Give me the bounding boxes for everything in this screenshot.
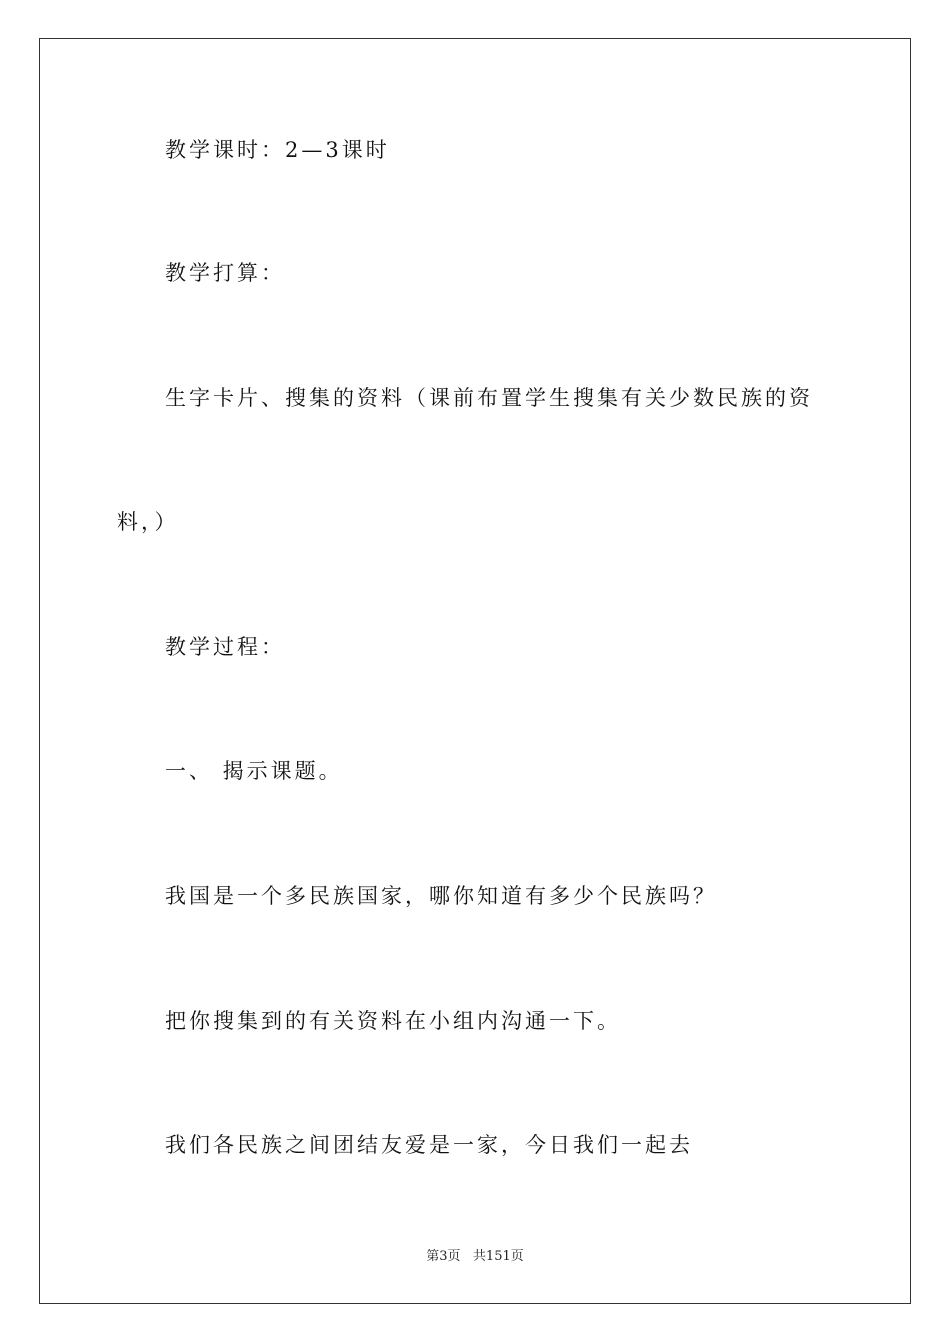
text-line-lesson-hours: 教学课时：2—3课时 — [165, 138, 390, 162]
text-line-teaching-process: 教学过程： — [165, 635, 285, 659]
text-line-unity: 我们各民族之间团结友爱是一家，今日我们一起去 — [165, 1133, 693, 1157]
page-number-footer: 第3页 共151页 — [426, 1249, 524, 1264]
text-line-materials-continued: 料，） — [117, 510, 179, 534]
text-line-preparation: 教学打算： — [165, 261, 285, 285]
text-line-materials: 生字卡片、搜集的资料（课前布置学生搜集有关少数民族的资 — [165, 386, 813, 410]
text-line-section-one: 一、 揭示课题。 — [165, 759, 343, 783]
text-line-question: 我国是一个多民族国家，哪你知道有多少个民族吗？ — [165, 884, 717, 908]
text-line-group-share: 把你搜集到的有关资料在小组内沟通一下。 — [165, 1009, 621, 1033]
page-border — [39, 38, 911, 1304]
